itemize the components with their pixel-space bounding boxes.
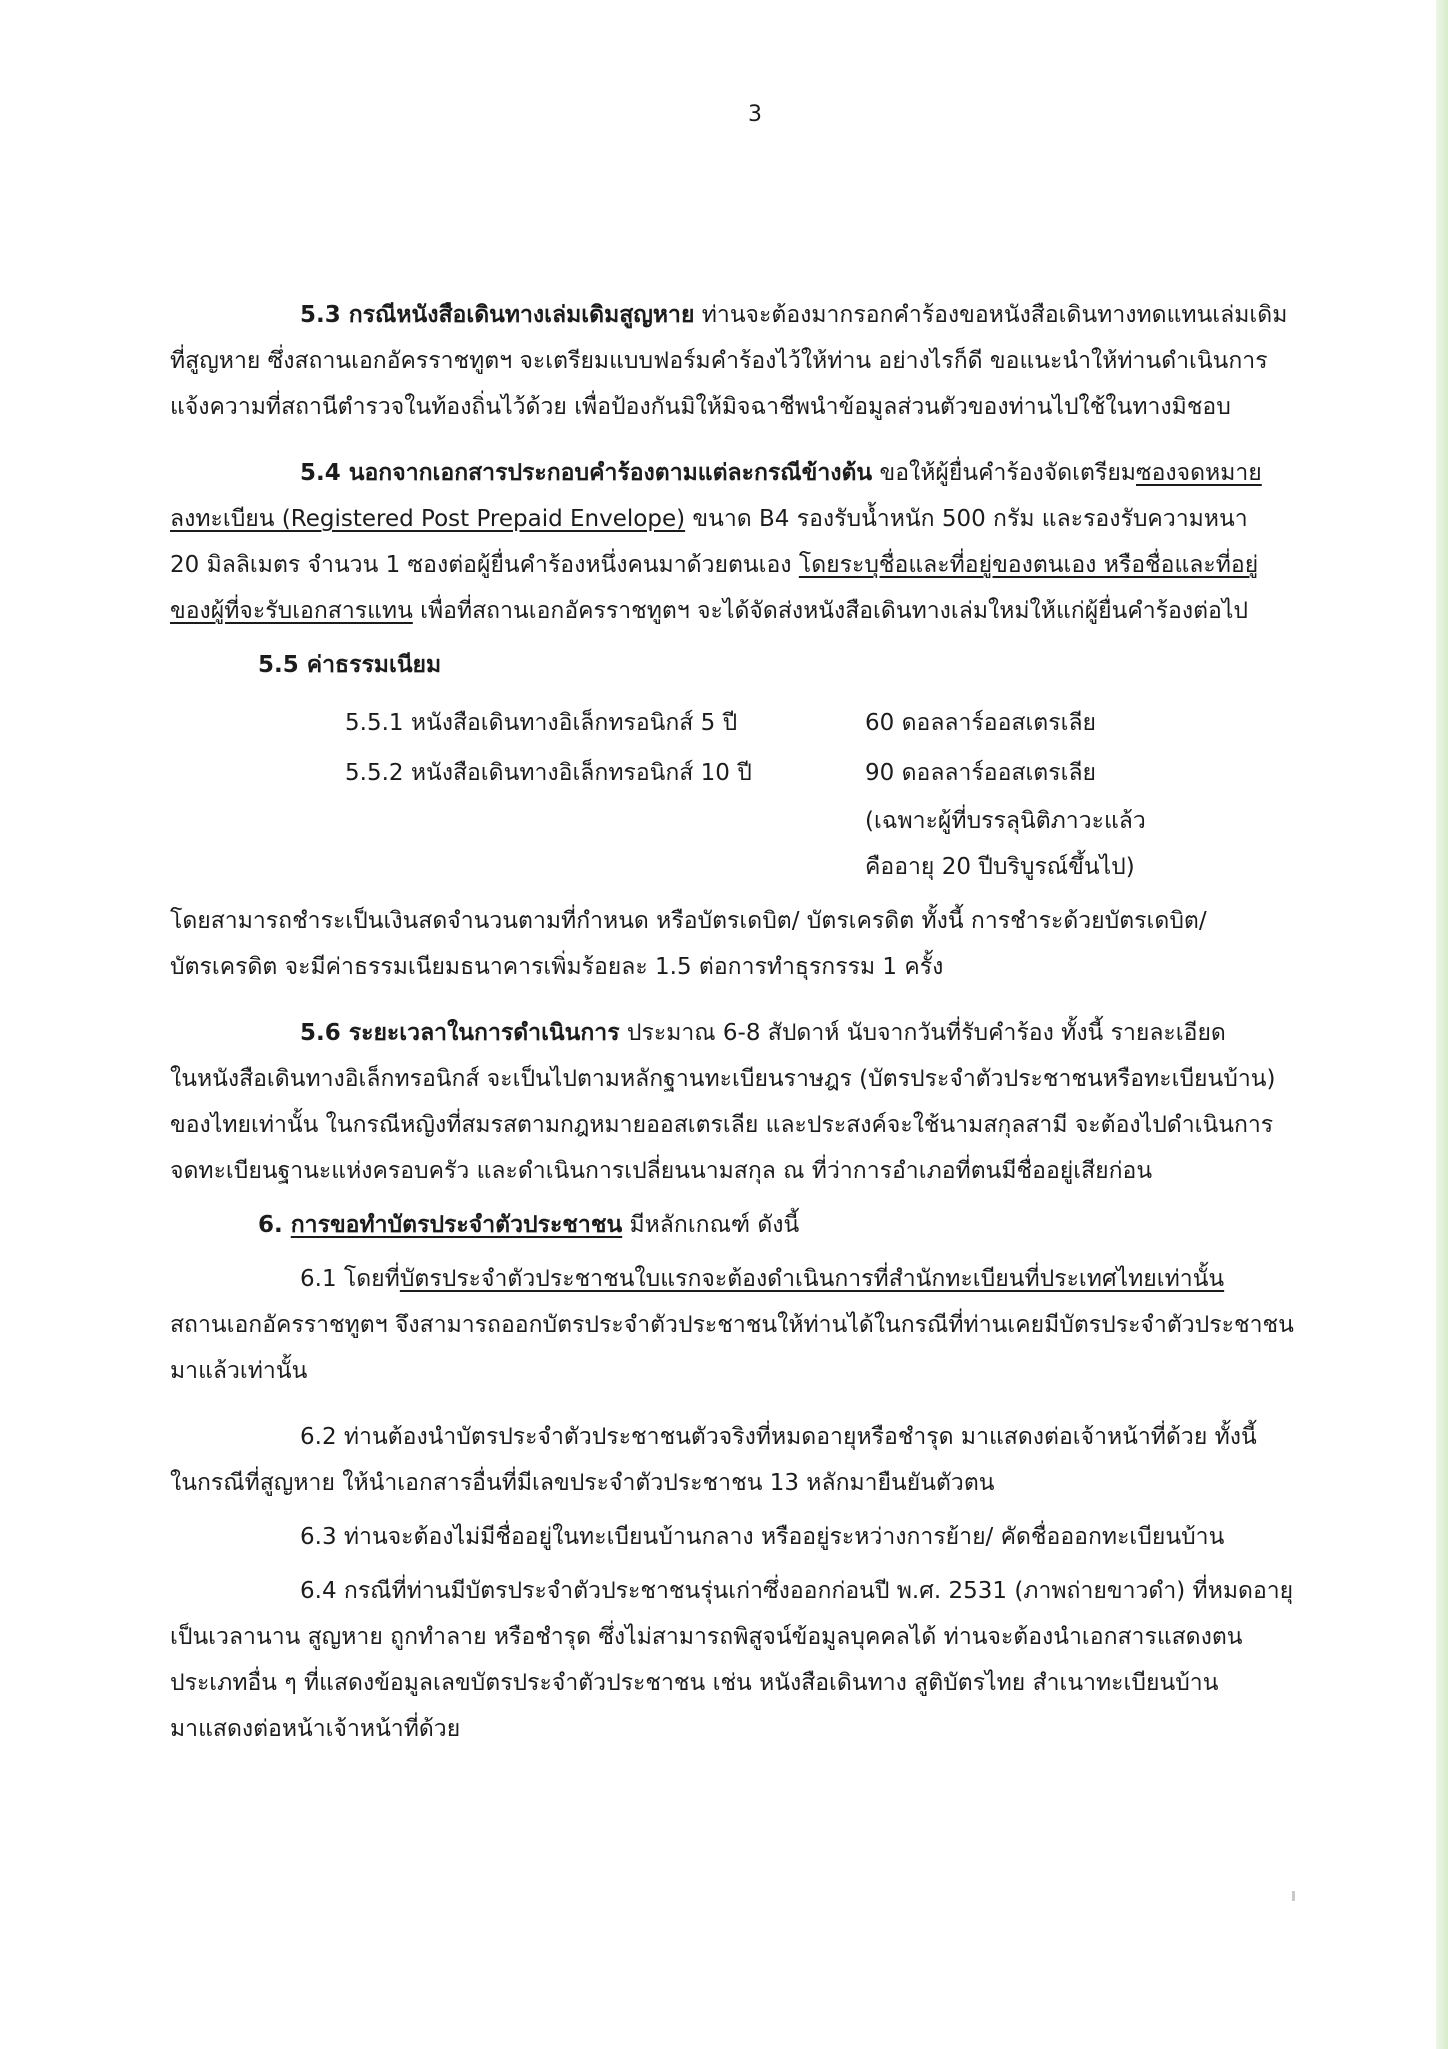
fee-row	[345, 748, 1320, 798]
section-5-3: 5.3 กรณีหนังสือเดินทางเล่มเดิมสูญหาย ท่านจะต้องมากรอกคำร้องขอหนังสือเดินทางทดแทนเล่มเดิม ที่สูญหาย ซึ่งสถานเอกอัครราชทูตฯ จะเตรียมแบบฟอร์มคำร้องไว้ให้ท่าน อย่างไรก็ดี ขอแนะนำให้ท่านดำเนินการ แจ้งความที่สถานีตำรวจในท้องถิ่นไว้ด้วย เพื่อป้องกันมิให้มิจฉาชีพนำข้อมูลส่วนตัวของท่านไปใช้ในทางมิชอบ	[170, 302, 1288, 420]
section-6-2: 6.2 ท่านต้องนำบัตรประจำตัวประชาชนตัวจริงที่หมดอายุหรือชำรุด มาแสดงต่อเจ้าหน้าที่ด้วย ทั้งนี้ ในกรณีที่สูญหาย ให้นำเอกสารอื่นที่มีเลขประจำตัวประชาชน 13 หลักมายืนยันตัวตน	[170, 1424, 1257, 1496]
document-body	[170, 292, 1320, 1752]
section-5-6: 5.6 ระยะเวลาในการดำเนินการ ประมาณ 6-8 สัปดาห์ นับจากวันที่รับคำร้อง ทั้งนี้ รายละเอียด ในหนังสือเดินทางอิเล็กทรอนิกส์ จะเป็นไปตามหลักฐานทะเบียนราษฎร (บัตรประจำตัวประชาชนหรือทะเบียนบ้าน) ของไทยเท่านั้น ในกรณีหญิงที่สมรสตามกฎหมายออสเตรเลีย และประสงค์จะใช้นามสกุลสามี จะต้องไปดำเนินการ จดทะเบียนฐานะแห่งครอบครัว และดำเนินการเปลี่ยนนามสกุล ณ ที่ว่าการอำเภอที่ตนมีชื่ออยู่เสียก่อน	[170, 1020, 1276, 1184]
fee-row	[345, 698, 1320, 748]
section-6-4: 6.4 กรณีที่ท่านมีบัตรประจำตัวประชาชนรุ่นเก่าซึ่งออกก่อนปี พ.ศ. 2531 (ภาพถ่ายขาวดำ) ที่หมดอายุ เป็นเวลานาน สูญหาย ถูกทำลาย หรือชำรุด ซึ่งไม่สามารถพิสูจน์ข้อมูลบุคคลได้ ท่านจะต้องนำเอกสารแสดงตน ประเภทอื่น ๆ ที่แสดงข้อมูลเลขบัตรประจำตัวประชาชน เช่น หนังสือเดินทาง สูติบัตรไทย สำเนาทะเบียนบ้าน มาแสดงต่อหน้าเจ้าหน้าที่ด้วย	[170, 1578, 1294, 1742]
page-number: 3	[748, 102, 762, 127]
section-6: 6. การขอทำบัตรประจำตัวประชาชน มีหลักเกณฑ์ ดังนี้ 6.1 โดยที่บัตรประจำตัวประชาชนใบแรกจะต้องดำเนินการที่สำนักทะเบียนที่ประเทศไทยเท่านั้น สถานเอกอัครราชทูตฯ จึงสามารถออกบัตรประจำตัวประชาชนให้ท่านได้ในกรณีที่ท่านเคยมีบัตรประจำตัวประชาชน มาแล้วเท่านั้น 6.2 ท่านต้องนำบัตรประจำตัวประชาชนตัวจริงที่หมดอายุหรือชำรุด มาแสดงต่อเจ้าหน้าที่ด้วย ทั้งนี้ ในกรณีที่สูญหาย ให้นำเอกสารอื่นที่มีเลขประจำตัวประชาชน 13 หลักมายืนยันตัวตน 6.3 ท่านจะต้องไม่มีชื่ออยู่ในทะเบียนบ้านกลาง หรืออยู่ระหว่างการย้าย/ คัดชื่อออกทะเบียนบ้าน 6.4 กรณีที่ท่านมีบัตรประจำตัวประชาชนรุ่นเก่าซึ่งออกก่อนปี พ.ศ. 2531 (ภาพถ่ายขาวดำ) ที่หมดอายุ เป็นเวลานาน สูญหาย ถูกทำลาย หรือชำรุด ซึ่งไม่สามารถพิสูจน์ข้อมูลบุคคลได้ ท่านจะต้องนำเอกสารแสดงตน ประเภทอื่น ๆ ที่แสดงข้อมูลเลขบัตรประจำตัวประชาชน เช่น หนังสือเดินทาง สูติบัตรไทย สำเนาทะเบียนบ้าน มาแสดงต่อหน้าเจ้าหน้าที่ด้วย	[170, 1202, 1320, 1752]
section-6-heading: การขอทำบัตรประจำตัวประชาชน	[290, 1212, 623, 1238]
fee-note: คืออายุ 20 ปีบริบูรณ์ขึ้นไป)	[865, 854, 1135, 880]
scan-edge	[1436, 0, 1448, 2049]
fee-amount: 60 ดอลลาร์ออสเตรเลีย	[865, 710, 1097, 736]
section-5-3-heading: 5.3 กรณีหนังสือเดินทางเล่มเดิมสูญหาย	[300, 302, 695, 328]
section-5-4: 5.4 นอกจากเอกสารประกอบคำร้องตามแต่ละกรณีข้างต้น ขอให้ผู้ยื่นคำร้องจัดเตรียมซองจดหมาย ลงทะเบียน (Registered Post Prepaid Envelope) ขนาด B4 รองรับน้ำหนัก 500 กรัม และรองรับความหนา 20 มิลลิเมตร จำนวน 1 ซองต่อผู้ยื่นคำร้องหนึ่งคนมาด้วยตนเอง โดยระบุชื่อและที่อยู่ของตนเอง หรือชื่อและที่อยู่ ของผู้ที่จะรับเอกสารแทน เพื่อที่สถานเอกอัครราชทูตฯ จะได้จัดส่งหนังสือเดินทางเล่มใหม่ให้แก่ผู้ยื่นคำร้องต่อไป	[170, 460, 1262, 624]
section-5-5	[170, 642, 1320, 990]
section-6-1: 6.1 โดยที่บัตรประจำตัวประชาชนใบแรกจะต้องดำเนินการที่สำนักทะเบียนที่ประเทศไทยเท่านั้น สถานเอกอัครราชทูตฯ จึงสามารถออกบัตรประจำตัวประชาชนให้ท่านได้ในกรณีที่ท่านเคยมีบัตรประจำตัวประชาชน มาแล้วเท่านั้น	[170, 1266, 1294, 1384]
payment-text: บัตรเครดิต จะมีค่าธรรมเนียมธนาคารเพิ่มร้อยละ 1.5 ต่อการทำธุรกรรม 1 ครั้ง	[170, 954, 944, 980]
scan-speck	[1292, 1891, 1295, 1901]
section-5-4-heading: 5.4 นอกจากเอกสารประกอบคำร้องตามแต่ละกรณีข้างต้น	[300, 460, 873, 486]
payment-text: โดยสามารถชำระเป็นเงินสดจำนวนตามที่กำหนด หรือบัตรเดบิต/ บัตรเครดิต ทั้งนี้ การชำระด้วยบัตรเดบิต/	[170, 908, 1207, 934]
fee-amount: 90 ดอลลาร์ออสเตรเลีย	[865, 760, 1097, 786]
section-5-5-heading: 5.5 ค่าธรรมเนียม	[258, 652, 442, 678]
fee-table	[345, 698, 1320, 798]
section-6-3: 6.3 ท่านจะต้องไม่มีชื่ออยู่ในทะเบียนบ้านกลาง หรืออยู่ระหว่างการย้าย/ คัดชื่อออกทะเบียนบ้าน	[300, 1524, 1225, 1550]
fee-note: (เฉพาะผู้ที่บรรลุนิติภาวะแล้ว	[865, 808, 1146, 834]
section-5-6-heading: 5.6 ระยะเวลาในการดำเนินการ	[300, 1020, 620, 1046]
fee-item: 5.5.1 หนังสือเดินทางอิเล็กทรอนิกส์ 5 ปี	[345, 710, 738, 736]
fee-item: 5.5.2 หนังสือเดินทางอิเล็กทรอนิกส์ 10 ปี	[345, 760, 752, 786]
